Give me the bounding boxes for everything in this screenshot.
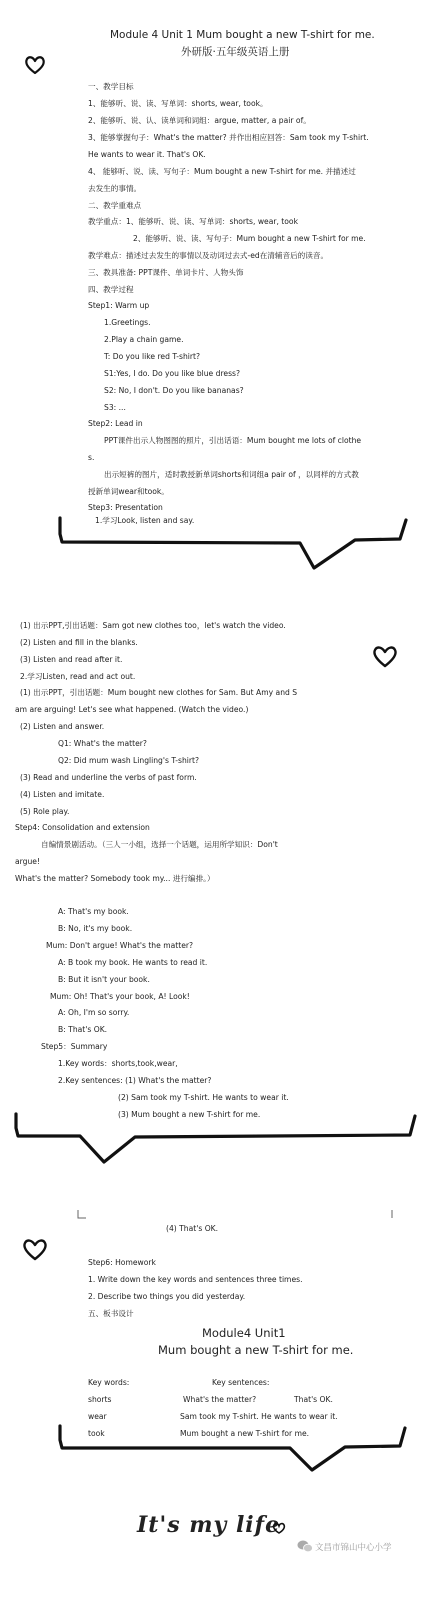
text-line: (4) Listen and imitate. [20, 790, 105, 799]
text-line: 出示短裤的图片，适时教授新单词shorts和词组a pair of ，以同样的方式教 [104, 470, 359, 479]
text-line: (3) Listen and read after it. [20, 655, 123, 664]
board-sentence: That's OK. [294, 1395, 333, 1404]
board-title: Module4 Unit1 [202, 1326, 286, 1340]
text-line: 去发生的事情。 [88, 184, 142, 193]
heart-doodle-icon [22, 1238, 48, 1262]
text-line: S3: ... [104, 403, 126, 412]
key-sentences-label: Key sentences: [212, 1378, 270, 1387]
section-heading: 二、教学重难点 [88, 201, 142, 210]
text-line: He wants to wear it. That's OK. [88, 150, 206, 159]
step-heading: Step2: Lead in [88, 419, 143, 428]
board-sentence: What's the matter? [183, 1395, 257, 1404]
text-line: (4) That's OK. [166, 1224, 219, 1233]
text-line: argue! [15, 857, 40, 866]
dialogue-line: A: That's my book. [58, 907, 129, 916]
section-heading: 一、教学目标 [88, 82, 134, 91]
text-line: (2) Listen and fill in the blanks. [20, 638, 138, 647]
speech-bubble-divider [0, 1420, 433, 1475]
speech-bubble-divider [0, 1108, 433, 1168]
text-line: Q1: What's the matter? [58, 739, 147, 748]
text-line: 3、能够掌握句子：What's the matter? 并作出相应回答：Sam took my T-shirt. [88, 133, 369, 142]
doc-subtitle: 外研版·五年级英语上册 [181, 46, 290, 58]
text-line: 授新单词wear和took。 [88, 487, 169, 496]
text-line: 1.Greetings. [104, 318, 151, 327]
text-line: 2. Describe two things you did yesterday. [88, 1292, 246, 1301]
board-sentence: Mum bought a new T-shirt for me. [180, 1429, 310, 1438]
board-word: shorts [88, 1395, 112, 1404]
dialogue-line: Mum: Don't argue! What's the matter? [46, 941, 194, 950]
step-heading: Step1: Warm up [88, 301, 150, 310]
text-line: 2、能够听、说、认、读单词和词组：argue, matter, a pair of。 [88, 116, 311, 125]
text-line: S1:Yes, I do. Do you like blue dress? [104, 369, 241, 378]
dialogue-line: A: B took my book. He wants to read it. [58, 958, 208, 967]
text-line: 4、 能够听、说、读、写句子：Mum bought a new T-shirt for me. 并描述过 [88, 167, 356, 176]
text-line: 2.学习Listen, read and act out. [20, 672, 136, 681]
board-word: wear [88, 1412, 107, 1421]
text-line: 2、能够听、说、读、写句子：Mum bought a new T-shirt for me. [133, 234, 366, 243]
text-line: PPT课件出示人物图图的照片，引出话语：Mum bought me lots of clothe [104, 436, 362, 445]
step-heading: Step4: Consolidation and extension [15, 823, 150, 832]
watermark-text: 文昌市锦山中心小学 [315, 1543, 392, 1553]
text-line: 2.Key sentences: (1) What's the matter? [58, 1076, 212, 1085]
text-line: (1) 出示PPT，引出话题：Mum bought new clothes for Sam. But Amy and S [20, 688, 298, 697]
text-line: What's the matter? Somebody took my... 进行编排。） [15, 874, 215, 883]
text-line: (3) Read and underline the verbs of past form. [20, 773, 197, 782]
dialogue-line: A: Oh, I'm so sorry. [58, 1008, 130, 1017]
section-heading: 四、教学过程 [88, 285, 134, 294]
section-heading: 五、板书设计 [88, 1309, 134, 1318]
heart-doodle-icon [272, 1522, 286, 1535]
heart-doodle-icon [24, 55, 46, 75]
text-line: 1、能够听、说、读、写单词：shorts, wear, took。 [88, 99, 268, 108]
text-line: 1. Write down the key words and sentences three times. [88, 1275, 303, 1284]
text-line: am are arguing! Let's see what happened. (Watch the video.) [15, 705, 249, 714]
board-word: took [88, 1429, 105, 1438]
speech-bubble-divider [0, 512, 433, 572]
text-line: s. [88, 453, 95, 462]
handwritten-slogan: It's my life [137, 1512, 281, 1538]
step-heading: Step6: Homework [88, 1258, 156, 1267]
dialogue-line: B: But it isn't your book. [58, 975, 150, 984]
heart-doodle-icon [372, 645, 398, 669]
text-line: (2) Sam took my T-shirt. He wants to wear it. [118, 1093, 289, 1102]
text-line: 1.Key words：shorts,took,wear, [58, 1059, 178, 1068]
text-line: (1) 出示PPT,引出话题：Sam got new clothes too，let's watch the video. [20, 621, 286, 630]
text-line: 1.学习Look, listen and say. [95, 516, 195, 525]
text-line: (2) Listen and answer. [20, 722, 105, 731]
text-line: 教学难点：描述过去发生的事情以及动词过去式-ed在清辅音后的读音。 [88, 251, 329, 260]
dialogue-line: B: No, it's my book. [58, 924, 133, 933]
page-corner-marks [0, 1208, 433, 1222]
board-subtitle: Mum bought a new T-shirt for me. [158, 1343, 354, 1357]
section-heading: 三、教具准备: PPT课件、单词卡片、人物头饰 [88, 268, 244, 277]
text-line: (3) Mum bought a new T-shirt for me. [118, 1110, 261, 1119]
wechat-logo-icon [297, 1539, 313, 1553]
text-line: 教学重点：1、能够听、说、读、写单词：shorts, wear, took [88, 217, 298, 226]
key-words-label: Key words: [88, 1378, 130, 1387]
text-line: Q2: Did mum wash Lingling's T-shirt? [58, 756, 200, 765]
board-sentence: Sam took my T-shirt. He wants to wear it. [180, 1412, 338, 1421]
doc-title: Module 4 Unit 1 Mum bought a new T-shirt for me. [110, 29, 375, 41]
text-line: S2: No, I don't. Do you like bananas? [104, 386, 244, 395]
text-line: 2.Play a chain game. [104, 335, 184, 344]
dialogue-line: Mum: Oh! That's your book, A! Look! [50, 992, 190, 1001]
text-line: 自编情景剧活动。（三人一小组，选择一个话题，运用所学知识：Don't [41, 840, 278, 849]
text-line: (5) Role play. [20, 807, 70, 816]
dialogue-line: B: That's OK. [58, 1025, 108, 1034]
step-heading: Step3: Presentation [88, 503, 163, 512]
text-line: T: Do you like red T-shirt? [104, 352, 201, 361]
step-heading: Step5：Summary [41, 1042, 108, 1051]
